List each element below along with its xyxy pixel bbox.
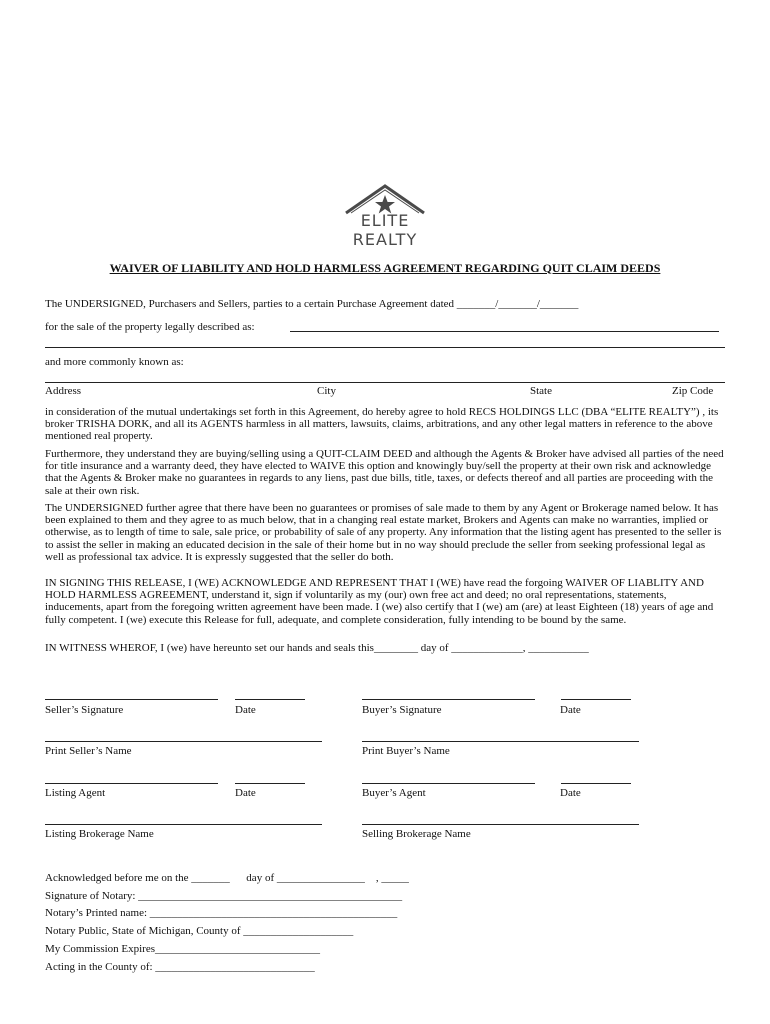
notary-acknowledged-line: Acknowledged before me on the _______ day of ________________ , _____ bbox=[45, 872, 409, 884]
state-label: State bbox=[530, 385, 552, 397]
listing-agent-line[interactable] bbox=[45, 783, 218, 784]
document-title: WAIVER OF LIABILITY AND HOLD HARMLESS AGREEMENT REGARDING QUIT CLAIM DEEDS bbox=[109, 261, 661, 275]
selling-brokerage-label: Selling Brokerage Name bbox=[362, 828, 471, 840]
notary-signature-line: Signature of Notary: ________________________________________________ bbox=[45, 890, 403, 902]
logo-line-1: ELITE bbox=[360, 211, 410, 230]
seller-date-line[interactable] bbox=[235, 699, 305, 700]
acting-county-line: Acting in the County of: _____________________________ bbox=[45, 961, 315, 973]
address-line[interactable] bbox=[45, 382, 725, 383]
notary-public-line: Notary Public, State of Michigan, County of ____________________ bbox=[45, 925, 354, 937]
listing-brokerage-label: Listing Brokerage Name bbox=[45, 828, 154, 840]
elite-realty-logo bbox=[338, 183, 432, 253]
buyer-date-label: Date bbox=[560, 704, 581, 716]
listing-agent-date-label: Date bbox=[235, 787, 256, 799]
intro-line: The UNDERSIGNED, Purchasers and Sellers, parties to a certain Purchase Agreement dated _______/_______/_______ bbox=[45, 298, 579, 310]
seller-signature-label: Seller’s Signature bbox=[45, 704, 124, 716]
print-buyer-name-line[interactable] bbox=[362, 741, 639, 742]
logo-line-2: REALTY bbox=[352, 230, 418, 249]
signing-release-paragraph: IN SIGNING THIS RELEASE, I (WE) ACKNOWLEDGE AND REPRESENT THAT I (WE) have read the forgoing WAIVER OF LIABLITY AND HOLD HARMLESS AGREEMENT, understand it, sign if voluntarily as my (our) own free act and deed; no oral representations, statements, inducements, apart from the foregoing written agreement have been made. I (we) also certify that I (we) am (are) at least Eighteen (18) years of age and fully competent. I (we) execute this Release for full, adequate, and complete consideration, fully intending to be bound by the same. bbox=[45, 577, 714, 626]
buyers-agent-label: Buyer’s Agent bbox=[362, 787, 426, 799]
no-guarantees-paragraph: The UNDERSIGNED further agree that there have been no guarantees or promises of sale made to them by any Agent or Brokerage named below. It has been explained to them and they agree to as much below, that in a changing real estate market, Brokers and Agents can make no warranties, implied or otherwise, as to length of time to sale, sale price, or probability of sale of any property. Any information that the listing agent has presented to the seller is to assist the seller in making an educated decision in the sale of their home but in no way should preclude the seller from seeking professional legal as well as professional tax advice. It is expressly suggested that the seller do both. bbox=[45, 502, 722, 563]
listing-agent-label: Listing Agent bbox=[45, 787, 106, 799]
legal-description-line[interactable] bbox=[290, 331, 719, 332]
zip-code-label: Zip Code bbox=[672, 385, 714, 397]
commonly-known-label: and more commonly known as: bbox=[45, 356, 184, 368]
commission-expires-line: My Commission Expires______________________________ bbox=[45, 943, 321, 955]
legal-description-label: for the sale of the property legally described as: bbox=[45, 321, 255, 333]
print-seller-name-label: Print Seller’s Name bbox=[45, 745, 132, 757]
listing-brokerage-line[interactable] bbox=[45, 824, 322, 825]
print-seller-name-line[interactable] bbox=[45, 741, 322, 742]
selling-brokerage-line[interactable] bbox=[362, 824, 639, 825]
quit-claim-paragraph: Furthermore, they understand they are buying/selling using a QUIT-CLAIM DEED and although the Agents & Broker have advised all parties of the need for title insurance and a warranty deed, they have elected to WAIVE this option and knowingly buy/sell the property at their own risk and acknowledge that the Agents & Broker make no guarantees in regards to any liens, past due bills, title, taxes, or defects thereof and all parties are proceeding with the sale at their own risk. bbox=[45, 448, 724, 497]
listing-agent-date-line[interactable] bbox=[235, 783, 305, 784]
buyer-signature-line[interactable] bbox=[362, 699, 535, 700]
buyers-agent-date-label: Date bbox=[560, 787, 581, 799]
print-buyer-name-label: Print Buyer’s Name bbox=[362, 745, 450, 757]
buyers-agent-line[interactable] bbox=[362, 783, 535, 784]
buyer-date-line[interactable] bbox=[561, 699, 631, 700]
buyers-agent-date-line[interactable] bbox=[561, 783, 631, 784]
city-label: City bbox=[317, 385, 336, 397]
notary-printed-name-line: Notary’s Printed name: _____________________________________________ bbox=[45, 907, 398, 919]
seller-date-label: Date bbox=[235, 704, 256, 716]
address-label: Address bbox=[45, 385, 82, 397]
legal-description-line-2[interactable] bbox=[45, 347, 725, 348]
witness-line: IN WITNESS WHEROF, I (we) have hereunto set our hands and seals this________ day of _____________, ___________ bbox=[45, 642, 589, 654]
buyer-signature-label: Buyer’s Signature bbox=[362, 704, 442, 716]
seller-signature-line[interactable] bbox=[45, 699, 218, 700]
consideration-paragraph: in consideration of the mutual undertakings set forth in this Agreement, do hereby agree to hold RECS HOLDINGS LLC (DBA “ELITE REALTY”) , its broker TRISHA DORK, and all its AGENTS harmless in all matters, lawsuits, claims, arbitrations, and any other legal matters in reference to the above mentioned real property. bbox=[45, 406, 719, 443]
